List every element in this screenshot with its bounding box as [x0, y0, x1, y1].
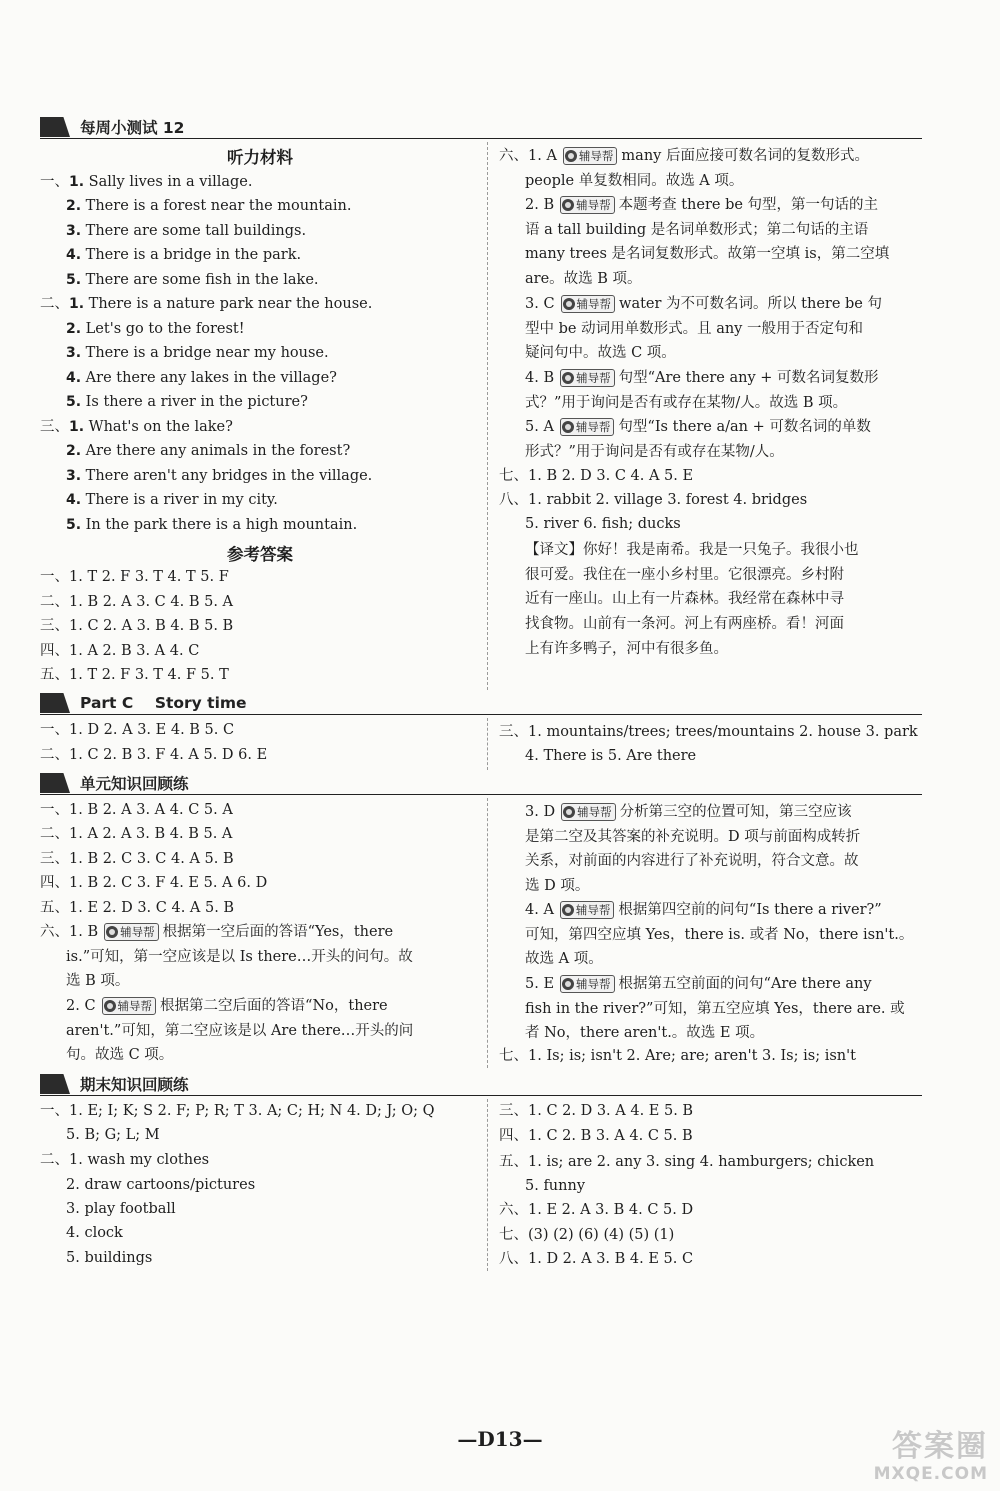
section-title: 期末知识回顾练	[80, 1076, 189, 1094]
watermark-url: MXQE.COM	[873, 1464, 988, 1484]
tutor-icon	[562, 199, 574, 211]
answer-line: 4. There is 5. Are there	[525, 748, 697, 764]
answer-line: 一、1. T 2. F 3. T 4. T 5. F	[40, 569, 229, 585]
listening-line: 3. There is a bridge near my house.	[66, 345, 329, 361]
final-right-column	[499, 1101, 929, 1273]
tutor-icon	[104, 1000, 116, 1012]
listening-line: 三、1. What's on the lake?	[40, 419, 233, 435]
answer-line: 四、1. B 2. C 3. F 4. E 5. A 6. D	[40, 875, 268, 891]
tutor-badge: 辅导帮	[560, 901, 615, 919]
listening-line: 4. Are there any lakes in the village?	[66, 370, 337, 386]
tutor-icon	[563, 806, 575, 818]
answer-line: 一、1. B 2. A 3. A 4. C 5. A	[40, 802, 233, 818]
answer-line: 5. funny	[525, 1178, 586, 1194]
listening-line: 2. There is a forest near the mountain.	[66, 198, 352, 214]
answer-line: 5. B; G; L; M	[66, 1127, 160, 1143]
section-header-part-c	[40, 692, 922, 715]
section-marker-icon	[40, 117, 70, 137]
tutor-badge: 辅导帮	[561, 803, 616, 821]
listening-line: 5. Is there a river in the picture?	[66, 394, 308, 410]
section-title: Part C Story time	[80, 694, 247, 712]
watermark-logo	[798, 1430, 988, 1488]
tutor-badge: 辅导帮	[561, 295, 616, 313]
tutor-icon	[562, 978, 574, 990]
answer-line: 二、1. wash my clothes	[40, 1152, 210, 1168]
explanation-q6-5: 5. A 辅导帮 句型“Is there a/an + 可数名词的单数 形式？”用于询问是否有或存在某物/人。	[525, 419, 871, 460]
section-marker-icon	[40, 773, 70, 793]
listening-line: 二、1. There is a nature park near the house.	[40, 296, 373, 312]
unit-right-column	[499, 800, 929, 1070]
listening-line: 2. Are there any animals in the forest?	[66, 443, 351, 459]
watermark-text: 答案圈	[892, 1429, 988, 1464]
explanation-q6-2: 2. B 辅导帮 本题考查 there be 句型，第一句话的主 语 a tall building 是名词单数形式；第二句话的主语 many trees 是名词复数形式。故第一空填 is，第二空填 are。故选 B 项。	[525, 197, 890, 288]
section-marker-icon	[40, 693, 70, 713]
listening-line: 5. There are some fish in the lake.	[66, 272, 319, 288]
answer-line: 八、1. D 2. A 3. B 4. E 5. C	[499, 1251, 694, 1267]
section-header-weekly-test	[40, 116, 922, 139]
explanation-unit-q6-3: 3. D 辅导帮 分析第三空的位置可知，第三空应该 是第二空及其答案的补充说明。D 项与前面构成转折 关系，对前面的内容进行了补充说明，符合文意。故 选 D 项。	[525, 804, 861, 895]
answers-title: 参考答案	[227, 545, 293, 564]
answer-line: 七、(3) (2) (6) (4) (5) (1)	[499, 1227, 675, 1243]
listening-line: 2. Let's go to the forest!	[66, 321, 245, 337]
listening-line: 3. There aren't any bridges in the village.	[66, 468, 373, 484]
answer-line: 二、1. B 2. A 3. C 4. B 5. A	[40, 594, 234, 610]
tutor-badge: 辅导帮	[560, 196, 615, 214]
translation-paragraph: 【译文】你好！我是南希。我是一只兔子。我很小也 很可爱。我住在一座小乡村里。它很漂亮。乡村附 近有一座山。山上有一片森林。我经常在森林中寻 找食物。山前有一条河。河上有两座桥。看！河面 上有许多鸭子，河中有很多鱼。	[525, 542, 859, 657]
answer-line: 二、1. C 2. B 3. F 4. A 5. D 6. E	[40, 747, 268, 763]
answer-line: 二、1. A 2. A 3. B 4. B 5. A	[40, 826, 233, 842]
answer-line-q8: 八、1. rabbit 2. village 3. forest 4. bridges	[499, 492, 808, 508]
listening-title: 听力材料	[227, 148, 293, 167]
page-number: —D13—	[457, 1427, 543, 1451]
answer-line: 三、1. mountains/trees; trees/mountains 2. house 3. park	[499, 724, 918, 740]
tutor-icon	[563, 298, 575, 310]
column-divider	[487, 718, 488, 770]
explanation-unit-q6-5: 5. E 辅导帮 根据第五空前面的问句“Are there any fish in the river?”可知，第五空应填 Yes，there are. 或 者 No，there aren't.。故选 E 项。	[525, 976, 905, 1042]
tutor-icon	[106, 926, 118, 938]
weekly-explanations-column	[499, 144, 929, 684]
explanation-q6-3: 3. C 辅导帮 water 为不可数名词。所以 there be 句 型中 be 动词用单数形式。且 any 一般用于否定句和 疑问句中。故选 C 项。	[525, 296, 883, 362]
answer-line: 一、1. D 2. A 3. E 4. B 5. C	[40, 722, 235, 738]
listening-line: 4. There is a bridge in the park.	[66, 247, 302, 263]
answer-line: 五、1. E 2. D 3. C 4. A 5. B	[40, 900, 235, 916]
answer-line: 四、1. C 2. B 3. A 4. C 5. B	[499, 1128, 693, 1144]
listening-line: 4. There is a river in my city.	[66, 492, 278, 508]
explanation-unit-q6-1: 六、1. B 辅导帮 根据第一空后面的答语“Yes，there is.”可知，第一空应该是以 Is there…开头的问句。故 选 B 项。	[40, 924, 413, 990]
explanation-q6-1: 六、1. A 辅导帮 many 后面应接可数名词的复数形式。 people 单复数相同。故选 A 项。	[499, 148, 869, 189]
answer-line: 一、1. E; I; K; S 2. F; P; R; T 3. A; C; H; N 4. D; J; O; Q	[40, 1103, 435, 1119]
listening-column	[40, 144, 480, 684]
section-title: 单元知识回顾练	[80, 775, 189, 793]
column-divider	[487, 142, 488, 690]
answer-line-q8: 5. river 6. fish; ducks	[525, 516, 681, 532]
explanation-unit-q6-2: 2. C 辅导帮 根据第二空后面的答语“No，there aren't.”可知，第二空应该是以 Are there…开头的问 句。故选 C 项。	[66, 998, 414, 1064]
answer-line: 3. play football	[66, 1201, 176, 1217]
listening-line: 5. In the park there is a high mountain.	[66, 517, 358, 533]
section-marker-icon	[40, 1074, 70, 1094]
answer-line: 四、1. A 2. B 3. A 4. C	[40, 643, 200, 659]
section-title: 每周小测试 12	[80, 119, 185, 137]
listening-line: 一、1. Sally lives in a village.	[40, 174, 253, 190]
unit-left-column	[40, 800, 480, 1070]
answer-line: 五、1. T 2. F 3. T 4. F 5. T	[40, 667, 229, 683]
explanation-unit-q6-4: 4. A 辅导帮 根据第四空前的问句“Is there a river?” 可知，第四空应填 Yes，there is. 或者 No，there isn't.。 故选 A 项。	[525, 902, 914, 968]
tutor-badge: 辅导帮	[563, 147, 618, 165]
column-divider	[487, 1099, 488, 1271]
answer-line-q7: 七、1. B 2. D 3. C 4. A 5. E	[499, 468, 694, 484]
column-divider	[487, 798, 488, 1068]
answer-line: 三、1. C 2. A 3. B 4. B 5. B	[40, 618, 234, 634]
answer-line: 2. draw cartoons/pictures	[66, 1177, 256, 1193]
answer-line: 五、1. is; are 2. any 3. sing 4. hamburgers; chicken	[499, 1154, 875, 1170]
answer-line: 六、1. E 2. A 3. B 4. C 5. D	[499, 1202, 694, 1218]
answer-line: 5. buildings	[66, 1250, 153, 1266]
tutor-badge: 辅导帮	[560, 418, 615, 436]
tutor-icon	[565, 150, 577, 162]
answer-line-q7: 七、1. Is; is; isn't 2. Are; are; aren't 3. Is; is; isn't	[499, 1048, 856, 1064]
tutor-badge: 辅导帮	[104, 923, 159, 941]
tutor-badge: 辅导帮	[102, 997, 157, 1015]
tutor-icon	[562, 372, 574, 384]
final-left-column	[40, 1101, 480, 1273]
tutor-badge: 辅导帮	[560, 975, 615, 993]
tutor-badge: 辅导帮	[560, 369, 615, 387]
tutor-icon	[562, 904, 574, 916]
explanation-q6-4: 4. B 辅导帮 句型“Are there any + 可数名词复数形 式？”用于询问是否有或存在某物/人。故选 B 项。	[525, 370, 879, 411]
answer-line: 三、1. B 2. C 3. C 4. A 5. B	[40, 851, 234, 867]
tutor-icon	[562, 421, 574, 433]
answer-line: 三、1. C 2. D 3. A 4. E 5. B	[499, 1103, 694, 1119]
listening-line: 3. There are some tall buildings.	[66, 223, 307, 239]
section-header-final-review	[40, 1073, 922, 1096]
answer-line: 4. clock	[66, 1225, 123, 1241]
section-header-unit-review	[40, 772, 922, 795]
